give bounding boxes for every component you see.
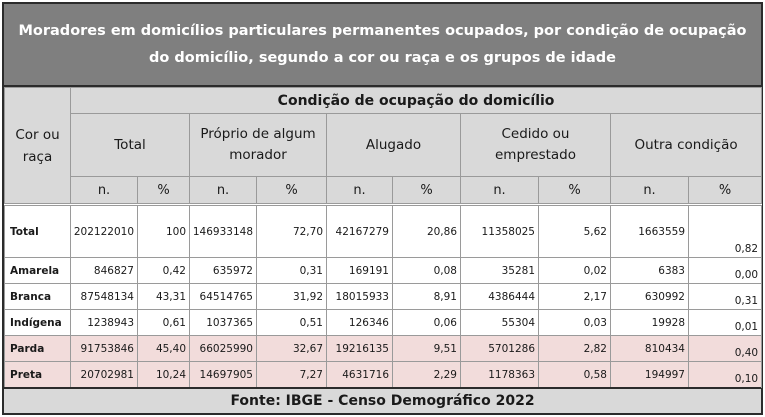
table-row [5, 258, 762, 284]
cell-percent: 2,17 [539, 284, 611, 310]
sub-header-n: n. [71, 177, 138, 204]
sub-header-n: n. [190, 177, 257, 204]
sub-header-pct: % [539, 177, 611, 204]
cell-percent: 0,42 [138, 258, 190, 284]
cell-percent: 32,67 [257, 336, 327, 362]
cell-count: 87548134 [71, 284, 138, 310]
cell-count: 635972 [190, 258, 257, 284]
sub-header-pct: % [257, 177, 327, 204]
sub-header-pct: % [138, 177, 190, 204]
cell-count: 14697905 [190, 362, 257, 388]
cell-count: 18015933 [327, 284, 393, 310]
cell-count: 1663559 [611, 206, 689, 258]
cell-count: 126346 [327, 310, 393, 336]
cell-percent: 0,06 [393, 310, 461, 336]
cell-percent: 45,40 [138, 336, 190, 362]
cell-percent: 0,31 [257, 258, 327, 284]
cell-percent: 5,62 [539, 206, 611, 258]
cell-count: 6383 [611, 258, 689, 284]
cell-percent: 2,82 [539, 336, 611, 362]
sub-header-n: n. [327, 177, 393, 204]
cell-percent: 0,03 [539, 310, 611, 336]
cell-percent: 9,51 [393, 336, 461, 362]
cell-percent: 0,61 [138, 310, 190, 336]
cell-count: 35281 [461, 258, 539, 284]
col-header-proprio: Próprio de algum morador [190, 114, 327, 177]
table-frame [2, 2, 763, 415]
row-label: Total [5, 206, 71, 258]
cell-count: 55304 [461, 310, 539, 336]
cell-count: 846827 [71, 258, 138, 284]
row-header: Cor ou raça [5, 88, 71, 204]
sub-header-pct: % [689, 177, 762, 204]
row-label: Branca [5, 284, 71, 310]
cell-count: 4386444 [461, 284, 539, 310]
sub-header-n: n. [611, 177, 689, 204]
cell-percent: 0,51 [257, 310, 327, 336]
cell-count: 19928 [611, 310, 689, 336]
cell-percent: 2,29 [393, 362, 461, 388]
table-row [5, 362, 762, 388]
table-row [5, 206, 762, 258]
cell-percent: 0,02 [539, 258, 611, 284]
cell-count: 42167279 [327, 206, 393, 258]
cell-percent: 0,01 [689, 310, 762, 336]
data-table [4, 87, 762, 388]
col-header-total: Total [71, 114, 190, 177]
cell-percent: 72,70 [257, 206, 327, 258]
sub-header-pct: % [393, 177, 461, 204]
cell-count: 11358025 [461, 206, 539, 258]
cell-count: 810434 [611, 336, 689, 362]
cell-percent: 10,24 [138, 362, 190, 388]
cell-count: 146933148 [190, 206, 257, 258]
cell-count: 169191 [327, 258, 393, 284]
cell-count: 19216135 [327, 336, 393, 362]
row-label: Indígena [5, 310, 71, 336]
group-header: Condição de ocupação do domicílio [71, 88, 762, 114]
cell-count: 20702981 [71, 362, 138, 388]
cell-percent: 0,58 [539, 362, 611, 388]
cell-count: 194997 [611, 362, 689, 388]
col-header-cedido: Cedido ou emprestado [461, 114, 611, 177]
cell-percent: 7,27 [257, 362, 327, 388]
cell-percent: 0,08 [393, 258, 461, 284]
row-label: Parda [5, 336, 71, 362]
table-row [5, 336, 762, 362]
cell-percent: 31,92 [257, 284, 327, 310]
cell-count: 202122010 [71, 206, 138, 258]
cell-count: 1238943 [71, 310, 138, 336]
cell-percent: 8,91 [393, 284, 461, 310]
cell-count: 64514765 [190, 284, 257, 310]
row-label: Preta [5, 362, 71, 388]
table-row [5, 284, 762, 310]
table-title: Moradores em domicílios particulares permanentes ocupados, por condição de ocupação do domicílio, segundo a cor ou raça e os grupos de idade [4, 4, 761, 87]
cell-count: 5701286 [461, 336, 539, 362]
cell-count: 630992 [611, 284, 689, 310]
row-label: Amarela [5, 258, 71, 284]
cell-percent: 43,31 [138, 284, 190, 310]
cell-percent: 0,40 [689, 336, 762, 362]
cell-count: 4631716 [327, 362, 393, 388]
cell-count: 66025990 [190, 336, 257, 362]
col-header-alugado: Alugado [327, 114, 461, 177]
cell-percent: 0,10 [689, 362, 762, 388]
sub-header-n: n. [461, 177, 539, 204]
cell-percent: 0,31 [689, 284, 762, 310]
cell-percent: 20,86 [393, 206, 461, 258]
cell-count: 1037365 [190, 310, 257, 336]
table-footer-source: Fonte: IBGE - Censo Demográfico 2022 [4, 387, 761, 413]
cell-percent: 0,82 [689, 206, 762, 258]
cell-percent: 0,00 [689, 258, 762, 284]
cell-count: 91753846 [71, 336, 138, 362]
table-row [5, 310, 762, 336]
cell-percent: 100 [138, 206, 190, 258]
cell-count: 1178363 [461, 362, 539, 388]
col-header-outra: Outra condição [611, 114, 762, 177]
